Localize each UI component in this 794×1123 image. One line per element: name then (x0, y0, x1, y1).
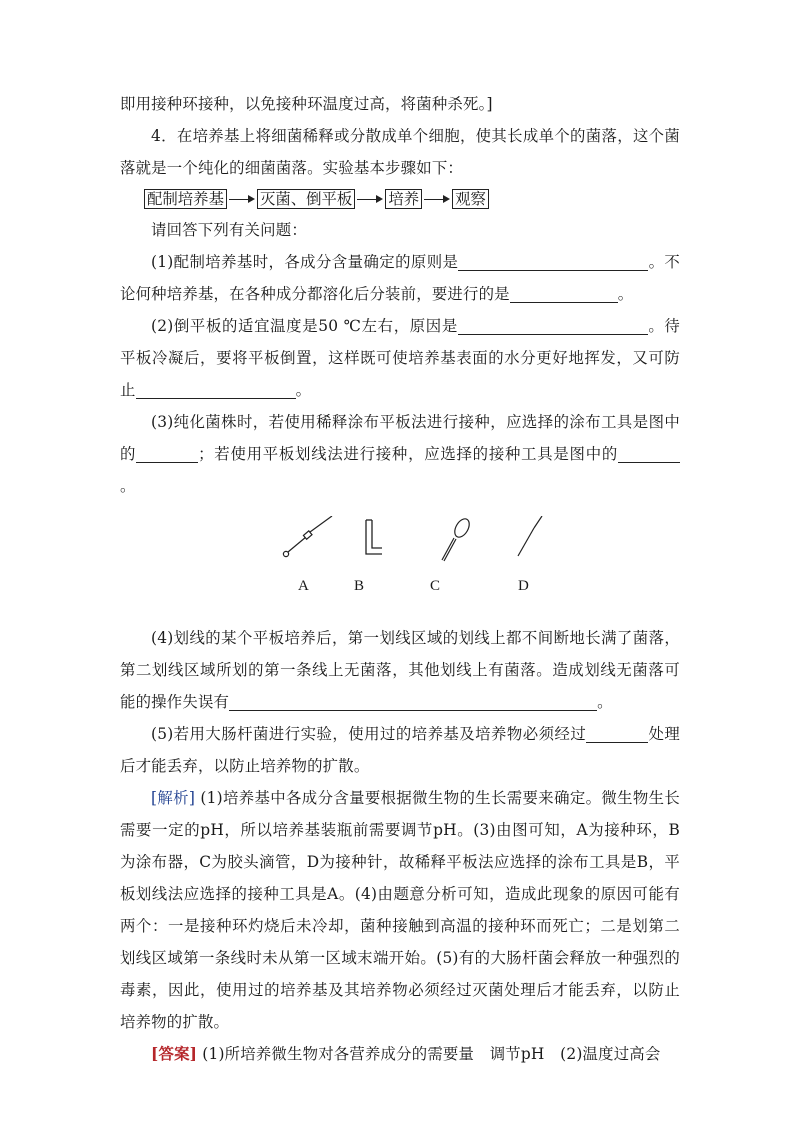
step-observe: 观察 (452, 189, 489, 209)
document-page (120, 88, 680, 1070)
procedure-flow (120, 184, 680, 214)
question-prompt: 请回答下列有关问题： (151, 221, 307, 239)
question-4-intro: 4．在培养基上将细菌稀释或分散成单个细胞，使其长成单个的菌落，这个菌落就是一个纯化的细菌菌落。实验基本步骤如下： (120, 127, 680, 177)
answer-blank[interactable] (510, 284, 618, 303)
inoculation-needle-icon (518, 516, 542, 556)
answer-blank[interactable] (586, 724, 648, 743)
answer-paragraph: [答案] (1)所培养微生物对各营养成分的需要量 调节pH (2)温度过高会 (151, 1045, 661, 1063)
dropper-icon (442, 516, 472, 561)
sub-question-3: (3)纯化菌株时，若使用稀释涂布平板法进行接种，应选择的涂布工具是图中的 ；若使用平板划线法进行接种，应选择的接种工具是图中的。 (120, 413, 680, 495)
answer-blank[interactable] (136, 444, 198, 463)
answer-blank[interactable] (618, 444, 680, 463)
lab-tools-diagram (270, 516, 550, 576)
answer-blank[interactable] (458, 252, 648, 271)
inoculation-loop-icon (283, 516, 332, 557)
analysis-paragraph: [解析] (1)培养基中各成分含量要根据微生物的生长需要来确定。微生物生长需要一定的pH，所以培养基装瓶前需要调节pH。(3)由图可知，A为接种环，B为涂布器，C为胶头滴管，D为接种针，故稀释平板法应选择的涂布工具是B，平板划线法应选择的接种工具是A。(4)由题意分析可知，造成此现象的原因可能有两个：一是接种环灼烧后未冷却，菌种接触到高温的接种环而死亡；二是划第二划线区域第一条线时未从第一区域末端开始。(5)有的大肠杆菌会释放一种强烈的毒素，因此，使用过的培养基及其培养物必须经过灭菌处理后才能丢弃，以防止培养物的扩散。 (120, 789, 681, 1031)
sub-question-4: (4)划线的某个平板培养后，第一划线区域的划线上都不间断地长满了菌落，第二划线区域所划的第一条线上无菌落，其他划线上有菌落。造成划线无菌落可能的操作失误有 。 (120, 629, 680, 711)
tool-label-d: D (518, 578, 529, 594)
step-prepare-medium: 配制培养基 (144, 189, 227, 209)
tool-label-b: B (354, 578, 365, 594)
tool-label-c: C (430, 578, 441, 594)
answer-tag: [答案] (151, 1045, 198, 1063)
answer-blank[interactable] (458, 316, 648, 335)
tool-label-a: A (298, 578, 309, 594)
arrow-icon (424, 194, 450, 204)
continued-line: 即用接种环接种，以免接种环温度过高，将菌种杀死。] (120, 95, 493, 113)
sub-question-1: (1)配制培养基时，各成分含量确定的原则是 。不论何种培养基，在各种成分都溶化后分装前，要进行的是 。 (120, 253, 680, 303)
sub-question-2: (2)倒平板的适宜温度是50 ℃左右，原因是 。待平板冷凝后，要将平板倒置，这样既可使培养基表面的水分更好地挥发，又可防止 。 (120, 317, 680, 399)
tool-figure (120, 506, 680, 622)
answer-blank[interactable] (136, 380, 296, 399)
spreader-icon (366, 520, 382, 554)
analysis-tag: [解析] (151, 789, 196, 807)
arrow-icon (229, 194, 255, 204)
arrow-icon (357, 194, 383, 204)
step-sterilize-pour: 灭菌、倒平板 (257, 189, 355, 209)
step-culture: 培养 (385, 189, 422, 209)
sub-question-5: (5)若用大肠杆菌进行实验，使用过的培养基及培养物必须经过 处理后才能丢弃，以防止培养物的扩散。 (120, 725, 680, 775)
answer-blank[interactable] (229, 692, 597, 711)
